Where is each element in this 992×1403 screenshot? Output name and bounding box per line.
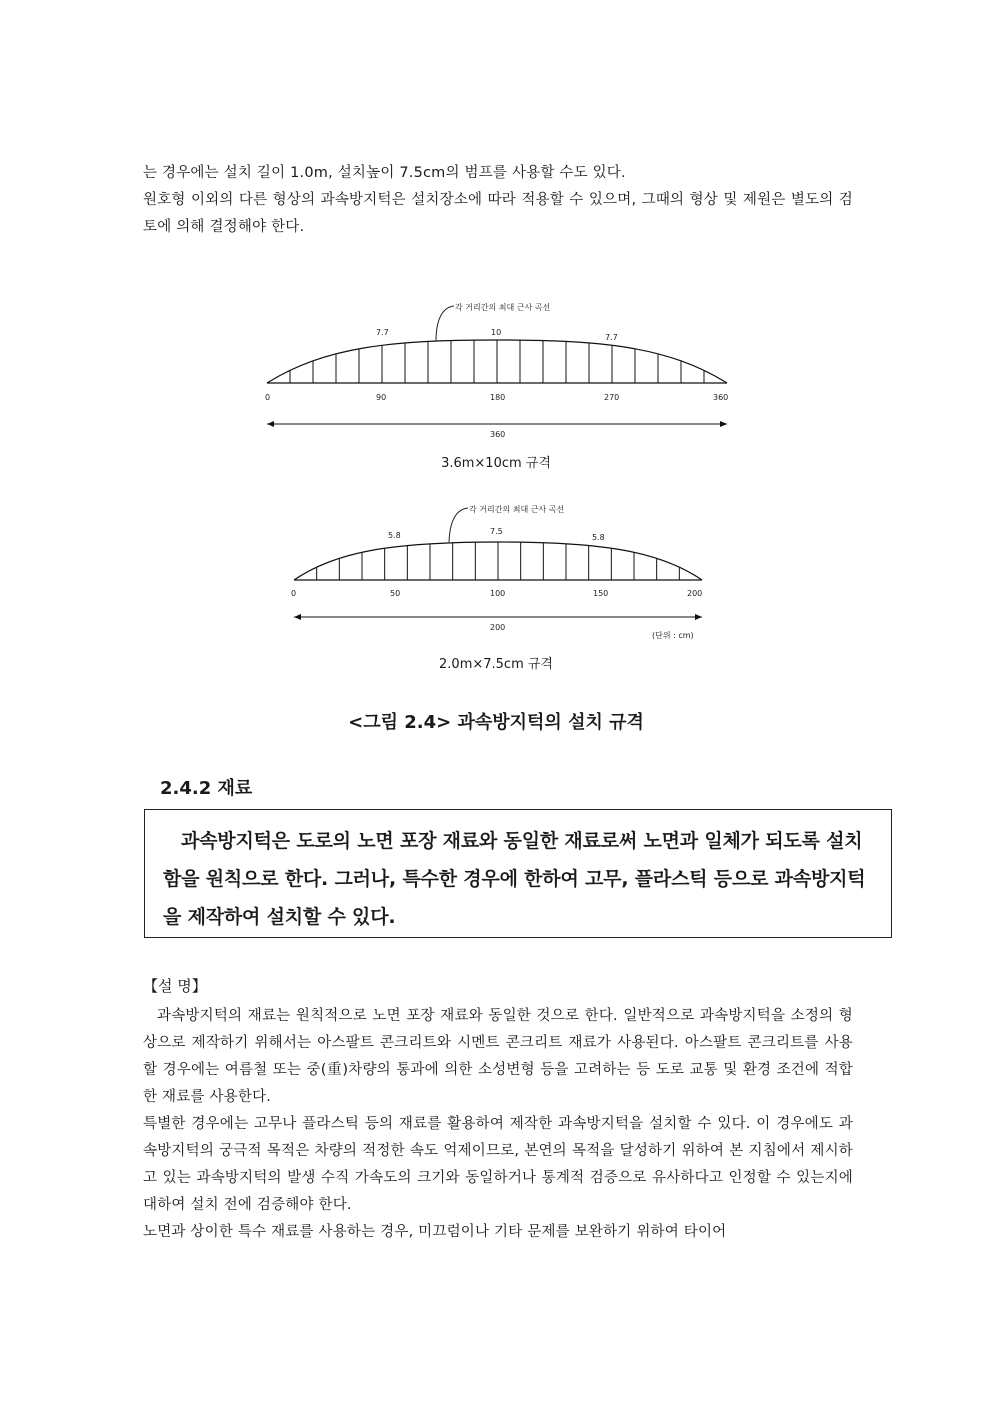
dimension-arrow-right xyxy=(695,614,702,620)
height-left: 7.7 xyxy=(376,328,389,337)
height-center: 10 xyxy=(491,328,502,337)
figure-bottom-diagram xyxy=(280,496,720,646)
tick-2: 100 xyxy=(490,589,506,598)
tick-4: 360 xyxy=(713,393,729,402)
intro-line-1: 는 경우에는 설치 길이 1.0m, 설치높이 7.5cm의 범프를 사용할 수도 있다. xyxy=(143,165,626,181)
total-length: 200 xyxy=(490,623,506,632)
hump-ordinates xyxy=(290,340,704,383)
explanation-paragraph-1: 과속방지턱의 재료는 원칙적으로 노면 포장 재료와 동일한 것으로 한다. 일반적으로 과속방지턱을 소정의 형상으로 제작하기 위해서는 아스팔트 콘크리트와 시멘트 콘크리트 재료가 사용된다. 아스팔트 콘크리트를 사용할 경우에는 여름철 또는 중(重)차량의 통과에 의한 소성변형 등을 고려하는 등 도로 교통 및 환경 조건에 적합한 재료를 사용한다. xyxy=(143,1008,853,1105)
unit-label: (단위 : cm) xyxy=(652,631,694,640)
figure-top-caption: 3.6m×10cm 규격 xyxy=(441,456,551,471)
tick-1: 50 xyxy=(390,589,401,598)
dimension-arrow-left xyxy=(294,614,301,620)
speed-hump-360-diagram xyxy=(250,295,750,445)
rule-text: 과속방지턱은 도로의 노면 포장 재료와 동일한 재료로써 노면과 일체가 되도록 설치함을 원칙으로 한다. 그러나, 특수한 경우에 한하여 고무, 플라스틱 등으로 과속방지턱을 제작하여 설치할 수 있다. xyxy=(163,830,866,928)
height-right: 7.7 xyxy=(605,333,618,342)
hump-ordinates xyxy=(317,542,680,580)
tick-3: 150 xyxy=(593,589,609,598)
dimension-arrow-left xyxy=(267,421,274,427)
explanation-heading: 【설 명】 xyxy=(143,977,207,995)
height-left: 5.8 xyxy=(388,531,401,540)
speed-hump-200-diagram xyxy=(280,496,720,646)
figure-bottom-caption: 2.0m×7.5cm 규격 xyxy=(439,657,553,672)
curve-leader xyxy=(436,306,454,341)
dimension-arrow-right xyxy=(720,421,727,427)
height-right: 5.8 xyxy=(592,533,605,542)
tick-0: 0 xyxy=(291,589,297,598)
tick-4: 200 xyxy=(687,589,703,598)
intro-line-2: 원호형 이외의 다른 형상의 과속방지턱은 설치장소에 따라 적용할 수 있으며, 그때의 형상 및 제원은 별도의 검토에 의해 결정해야 한다. xyxy=(143,192,853,235)
figure-title: <그림 2.4> 과속방지턱의 설치 규격 xyxy=(348,712,644,733)
rule-box xyxy=(144,809,892,938)
figure-top-diagram xyxy=(250,295,750,445)
explanation-paragraph-3: 노면과 상이한 특수 재료를 사용하는 경우, 미끄럼이나 기타 문제를 보완하기 위하여 타이어 xyxy=(143,1224,727,1240)
curve-label: 각 거리간의 최대 근사 곡선 xyxy=(455,303,551,312)
intro-paragraph xyxy=(143,160,853,241)
explanation-body xyxy=(143,1003,853,1246)
total-length: 360 xyxy=(490,430,506,439)
tick-0: 0 xyxy=(265,393,271,402)
explanation-paragraph-2: 특별한 경우에는 고무나 플라스틱 등의 재료를 활용하여 제작한 과속방지턱을 설치할 수 있다. 이 경우에도 과속방지턱의 궁극적 목적은 차량의 적정한 속도 억제이므로, 본연의 목적을 달성하기 위하여 본 지침에서 제시하고 있는 과속방지턱의 발생 수직 가속도의 크기와 동일하거나 통계적 검증으로 유사하다고 인정할 수 있는지에 대하여 설치 전에 검증해야 한다. xyxy=(143,1116,853,1213)
tick-3: 270 xyxy=(604,393,620,402)
height-center: 7.5 xyxy=(490,527,503,536)
curve-leader xyxy=(449,508,468,542)
curve-label: 각 거리간의 최대 근사 곡선 xyxy=(469,505,565,514)
tick-1: 90 xyxy=(376,393,387,402)
section-heading: 2.4.2 재료 xyxy=(160,778,253,799)
tick-2: 180 xyxy=(490,393,506,402)
